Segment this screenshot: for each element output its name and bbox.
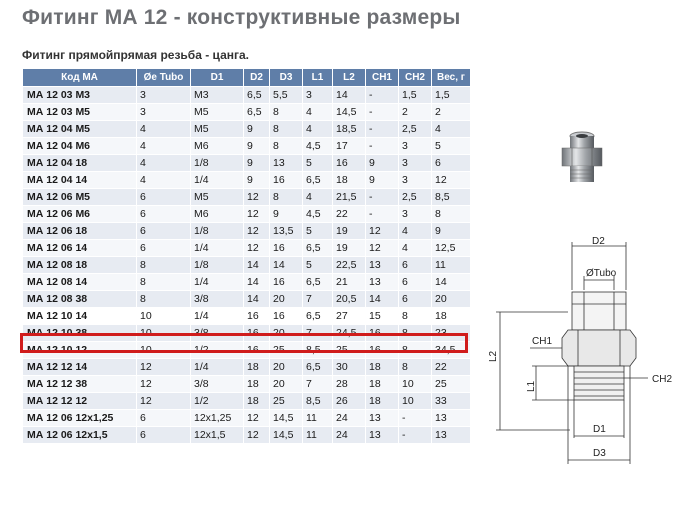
table-cell: 12,5 bbox=[432, 240, 471, 257]
page-title: Фитинг МА 12 - конструктивные размеры bbox=[22, 6, 461, 29]
table-row bbox=[23, 155, 471, 172]
table-cell: 16 bbox=[366, 342, 399, 359]
code-cell: МА 12 06 18 bbox=[23, 223, 137, 240]
dimensions-table bbox=[22, 68, 471, 444]
table-cell: 24,5 bbox=[333, 325, 366, 342]
table-cell: 22,5 bbox=[333, 257, 366, 274]
col-header: Код МА bbox=[23, 69, 137, 87]
table-cell: 5 bbox=[432, 138, 471, 155]
code-cell: МА 12 12 38 bbox=[23, 376, 137, 393]
table-cell: 11 bbox=[432, 257, 471, 274]
table-cell: 2 bbox=[399, 104, 432, 121]
table-cell: M5 bbox=[191, 104, 244, 121]
table-cell: 3 bbox=[303, 87, 333, 104]
table-cell: 12 bbox=[432, 172, 471, 189]
table-cell: 13 bbox=[366, 410, 399, 427]
table-cell: M6 bbox=[191, 206, 244, 223]
table-cell: 1/4 bbox=[191, 308, 244, 325]
highlight-frame bbox=[20, 333, 468, 353]
table-cell: 10 bbox=[137, 342, 191, 359]
table-cell: 8,5 bbox=[303, 342, 333, 359]
table-row bbox=[23, 359, 471, 376]
code-cell: МА 12 06 14 bbox=[23, 240, 137, 257]
table-cell: 18,5 bbox=[333, 121, 366, 138]
table-cell: 12 bbox=[137, 359, 191, 376]
table-cell: 4 bbox=[399, 240, 432, 257]
table-cell: 7 bbox=[303, 291, 333, 308]
table-cell: 9 bbox=[244, 172, 270, 189]
table-cell: 16 bbox=[270, 240, 303, 257]
table-cell: 6 bbox=[137, 189, 191, 206]
table-header-row bbox=[23, 69, 471, 87]
table-cell: 4 bbox=[137, 172, 191, 189]
table-cell: 12 bbox=[244, 206, 270, 223]
table-cell: 8 bbox=[270, 104, 303, 121]
table-cell: 9 bbox=[244, 155, 270, 172]
table-cell: 3/8 bbox=[191, 325, 244, 342]
code-cell: МА 12 08 38 bbox=[23, 291, 137, 308]
table-cell: 5 bbox=[303, 257, 333, 274]
table-cell: 6,5 bbox=[303, 308, 333, 325]
table-cell: 9 bbox=[366, 172, 399, 189]
table-cell: 1/2 bbox=[191, 393, 244, 410]
table-cell: 30 bbox=[333, 359, 366, 376]
code-cell: МА 12 10 14 bbox=[23, 308, 137, 325]
table-cell: 8,5 bbox=[432, 189, 471, 206]
table-cell: 17 bbox=[333, 138, 366, 155]
table-row bbox=[23, 393, 471, 410]
code-cell: МА 12 04 М6 bbox=[23, 138, 137, 155]
table-cell: 14,5 bbox=[270, 410, 303, 427]
table-row bbox=[23, 87, 471, 104]
table-cell: 8 bbox=[137, 257, 191, 274]
table-cell: 14 bbox=[244, 274, 270, 291]
table-row bbox=[23, 427, 471, 444]
table-cell: 25 bbox=[270, 342, 303, 359]
table-cell: 21,5 bbox=[333, 189, 366, 206]
table-cell: 1/8 bbox=[191, 223, 244, 240]
table-row bbox=[23, 291, 471, 308]
table-cell: 20 bbox=[432, 291, 471, 308]
table-cell: 1/4 bbox=[191, 359, 244, 376]
table-cell: 4 bbox=[303, 104, 333, 121]
table-cell: 18 bbox=[432, 308, 471, 325]
table-cell: 3 bbox=[399, 172, 432, 189]
table-cell: 3/8 bbox=[191, 376, 244, 393]
table-cell: 16 bbox=[333, 155, 366, 172]
table-cell: 25 bbox=[432, 376, 471, 393]
code-cell: МА 12 04 14 bbox=[23, 172, 137, 189]
table-cell: 4 bbox=[399, 223, 432, 240]
table-cell: 13,5 bbox=[270, 223, 303, 240]
fitting-photo bbox=[548, 128, 616, 190]
col-header: D1 bbox=[191, 69, 244, 87]
table-cell: 3/8 bbox=[191, 291, 244, 308]
code-cell: МА 12 12 14 bbox=[23, 359, 137, 376]
table-cell: 4 bbox=[432, 121, 471, 138]
table-caption: Фитинг прямойпрямая резьба - цанга. bbox=[22, 48, 249, 62]
table-cell: 4 bbox=[303, 121, 333, 138]
table-cell: 23 bbox=[432, 325, 471, 342]
table-cell: 6,5 bbox=[244, 87, 270, 104]
table-cell: 1,5 bbox=[399, 87, 432, 104]
table-cell: 7 bbox=[303, 376, 333, 393]
table-cell: 1/2 bbox=[191, 342, 244, 359]
table-cell: 6,5 bbox=[303, 359, 333, 376]
table-cell: 3 bbox=[137, 104, 191, 121]
table-row bbox=[23, 274, 471, 291]
table-cell: 14 bbox=[366, 291, 399, 308]
table-cell: 2,5 bbox=[399, 121, 432, 138]
table-cell: 26 bbox=[333, 393, 366, 410]
table-cell: 33 bbox=[432, 393, 471, 410]
table-cell: 12 bbox=[244, 223, 270, 240]
col-header: D3 bbox=[270, 69, 303, 87]
label-d1: D1 bbox=[593, 424, 606, 435]
table-cell: 8 bbox=[399, 325, 432, 342]
table-cell: 16 bbox=[244, 308, 270, 325]
table-cell: 1,5 bbox=[432, 87, 471, 104]
code-cell: МА 12 04 М5 bbox=[23, 121, 137, 138]
table-cell: 13 bbox=[270, 155, 303, 172]
table-cell: 4 bbox=[137, 138, 191, 155]
table-cell: 20,5 bbox=[333, 291, 366, 308]
table-cell: 2,5 bbox=[399, 189, 432, 206]
table-cell: - bbox=[366, 87, 399, 104]
table-cell: 14,5 bbox=[333, 104, 366, 121]
col-header: L1 bbox=[303, 69, 333, 87]
table-cell: 8 bbox=[432, 206, 471, 223]
table-cell: 18 bbox=[366, 359, 399, 376]
table-cell: 6,5 bbox=[303, 172, 333, 189]
table-cell: 15 bbox=[366, 308, 399, 325]
code-cell: МА 12 06 М6 bbox=[23, 206, 137, 223]
code-cell: МА 12 12 12 bbox=[23, 393, 137, 410]
table-cell: 10 bbox=[399, 376, 432, 393]
table-cell: 6 bbox=[137, 223, 191, 240]
table-cell: 6 bbox=[432, 155, 471, 172]
table-cell: 13 bbox=[366, 427, 399, 444]
table-cell: 4,5 bbox=[303, 138, 333, 155]
table-cell: 9 bbox=[244, 138, 270, 155]
code-cell: МА 12 10 12 bbox=[23, 342, 137, 359]
table-cell: 20 bbox=[270, 359, 303, 376]
table-cell: 22 bbox=[333, 206, 366, 223]
table-cell: 34,5 bbox=[432, 342, 471, 359]
table-cell: 19 bbox=[333, 223, 366, 240]
table-cell: 13 bbox=[432, 410, 471, 427]
table-row bbox=[23, 410, 471, 427]
label-l1: L1 bbox=[526, 380, 537, 392]
col-header: CH1 bbox=[366, 69, 399, 87]
table-cell: 4 bbox=[137, 121, 191, 138]
table-cell: 16 bbox=[270, 172, 303, 189]
table-cell: 3 bbox=[399, 155, 432, 172]
table-cell: 24 bbox=[333, 427, 366, 444]
code-cell: МА 12 06 12х1,5 bbox=[23, 427, 137, 444]
table-cell: 1/4 bbox=[191, 172, 244, 189]
code-cell: МА 12 03 М5 bbox=[23, 104, 137, 121]
table-cell: 8 bbox=[399, 359, 432, 376]
table-cell: M5 bbox=[191, 189, 244, 206]
table-cell: 12х1,5 bbox=[191, 427, 244, 444]
table-cell: - bbox=[366, 104, 399, 121]
col-header: D2 bbox=[244, 69, 270, 87]
table-row bbox=[23, 189, 471, 206]
table-cell: 18 bbox=[244, 393, 270, 410]
code-cell: МА 12 06 12х1,25 bbox=[23, 410, 137, 427]
table-cell: 14 bbox=[244, 257, 270, 274]
table-cell: 4,5 bbox=[303, 206, 333, 223]
table-cell: 8,5 bbox=[303, 393, 333, 410]
table-cell: 22 bbox=[432, 359, 471, 376]
col-header: CH2 bbox=[399, 69, 432, 87]
table-cell: - bbox=[399, 427, 432, 444]
label-ch2: CH2 bbox=[652, 374, 673, 385]
table-cell: 6 bbox=[399, 274, 432, 291]
table-cell: 8 bbox=[137, 274, 191, 291]
table-cell: 16 bbox=[270, 308, 303, 325]
code-cell: МА 12 06 М5 bbox=[23, 189, 137, 206]
table-cell: 9 bbox=[270, 206, 303, 223]
table-cell: 4 bbox=[137, 155, 191, 172]
table-cell: 9 bbox=[432, 223, 471, 240]
table-cell: M3 bbox=[191, 87, 244, 104]
table-cell: 14 bbox=[333, 87, 366, 104]
table-cell: 9 bbox=[366, 155, 399, 172]
table-cell: 25 bbox=[333, 342, 366, 359]
table-cell: 9 bbox=[244, 121, 270, 138]
label-ch1: CH1 bbox=[532, 336, 553, 347]
table-cell: 14 bbox=[244, 291, 270, 308]
table-cell: 18 bbox=[244, 376, 270, 393]
table-cell: - bbox=[366, 189, 399, 206]
table-row bbox=[23, 257, 471, 274]
table-cell: 4 bbox=[303, 189, 333, 206]
table-cell: 12 bbox=[366, 240, 399, 257]
table-cell: 3 bbox=[399, 206, 432, 223]
col-header: L2 bbox=[333, 69, 366, 87]
table-cell: 14,5 bbox=[270, 427, 303, 444]
table-row bbox=[23, 206, 471, 223]
table-cell: 6 bbox=[399, 291, 432, 308]
table-cell: 3 bbox=[137, 87, 191, 104]
code-cell: МА 12 10 38 bbox=[23, 325, 137, 342]
table-cell: 28 bbox=[333, 376, 366, 393]
table-row bbox=[23, 172, 471, 189]
table-cell: 18 bbox=[366, 376, 399, 393]
table-cell: 12 bbox=[244, 410, 270, 427]
table-cell: 12 bbox=[244, 427, 270, 444]
table-cell: 13 bbox=[366, 274, 399, 291]
table-cell: 6 bbox=[137, 427, 191, 444]
table-cell: 11 bbox=[303, 427, 333, 444]
table-cell: 8 bbox=[399, 342, 432, 359]
table-cell: - bbox=[366, 206, 399, 223]
table-cell: 10 bbox=[137, 308, 191, 325]
table-cell: 18 bbox=[333, 172, 366, 189]
table-cell: 16 bbox=[244, 325, 270, 342]
table-cell: 20 bbox=[270, 376, 303, 393]
label-l2: L2 bbox=[488, 350, 499, 362]
table-cell: 12 bbox=[366, 223, 399, 240]
table-cell: 10 bbox=[137, 325, 191, 342]
table-cell: 6,5 bbox=[244, 104, 270, 121]
table-cell: 25 bbox=[270, 393, 303, 410]
table-cell: 16 bbox=[244, 342, 270, 359]
table-cell: 6 bbox=[137, 240, 191, 257]
col-header: Вес, г bbox=[432, 69, 471, 87]
table-row bbox=[23, 121, 471, 138]
table-cell: 21 bbox=[333, 274, 366, 291]
table-cell: 18 bbox=[366, 393, 399, 410]
table-cell: 2 bbox=[432, 104, 471, 121]
table-cell: 8 bbox=[137, 291, 191, 308]
table-cell: 3 bbox=[399, 138, 432, 155]
table-cell: 5 bbox=[303, 223, 333, 240]
table-cell: 18 bbox=[244, 359, 270, 376]
table-cell: - bbox=[399, 410, 432, 427]
table-cell: 6,5 bbox=[303, 274, 333, 291]
table-cell: 12 bbox=[137, 376, 191, 393]
table-cell: 8 bbox=[399, 308, 432, 325]
table-cell: 5 bbox=[303, 155, 333, 172]
technical-drawing bbox=[490, 232, 680, 470]
label-d3: D3 bbox=[593, 448, 606, 459]
table-cell: 5,5 bbox=[270, 87, 303, 104]
table-cell: 19 bbox=[333, 240, 366, 257]
table-cell: 10 bbox=[399, 393, 432, 410]
table-cell: 8 bbox=[270, 138, 303, 155]
table-row bbox=[23, 138, 471, 155]
table-cell: 1/4 bbox=[191, 240, 244, 257]
label-d2: D2 bbox=[592, 236, 605, 247]
table-cell: 24 bbox=[333, 410, 366, 427]
table-cell: 1/4 bbox=[191, 274, 244, 291]
table-row bbox=[23, 376, 471, 393]
code-cell: МА 12 08 14 bbox=[23, 274, 137, 291]
table-row bbox=[23, 223, 471, 240]
table-cell: 6 bbox=[399, 257, 432, 274]
table-row bbox=[23, 308, 471, 325]
code-cell: МА 12 04 18 bbox=[23, 155, 137, 172]
table-cell: M5 bbox=[191, 121, 244, 138]
table-cell: 16 bbox=[366, 325, 399, 342]
table-cell: 8 bbox=[270, 189, 303, 206]
table-cell: - bbox=[366, 138, 399, 155]
table-row bbox=[23, 240, 471, 257]
table-cell: 13 bbox=[366, 257, 399, 274]
table-row bbox=[23, 104, 471, 121]
code-cell: МА 12 03 М3 bbox=[23, 87, 137, 104]
code-cell: МА 12 08 18 bbox=[23, 257, 137, 274]
table-cell: 14 bbox=[432, 274, 471, 291]
table-cell: M6 bbox=[191, 138, 244, 155]
table-cell: - bbox=[366, 121, 399, 138]
table-cell: 14 bbox=[270, 257, 303, 274]
table-cell: 6,5 bbox=[303, 240, 333, 257]
table-cell: 8 bbox=[270, 121, 303, 138]
table-cell: 11 bbox=[303, 410, 333, 427]
table-cell: 6 bbox=[137, 206, 191, 223]
table-cell: 12 bbox=[244, 189, 270, 206]
table-cell: 1/8 bbox=[191, 257, 244, 274]
table-cell: 12 bbox=[244, 240, 270, 257]
table-cell: 1/8 bbox=[191, 155, 244, 172]
table-cell: 7 bbox=[303, 325, 333, 342]
table-cell: 16 bbox=[270, 274, 303, 291]
col-header: Øe Tubo bbox=[137, 69, 191, 87]
table-cell: 13 bbox=[432, 427, 471, 444]
table-cell: 27 bbox=[333, 308, 366, 325]
table-cell: 20 bbox=[270, 325, 303, 342]
table-cell: 20 bbox=[270, 291, 303, 308]
label-tubo: ØTubo bbox=[586, 268, 617, 279]
table-cell: 6 bbox=[137, 410, 191, 427]
table-cell: 12 bbox=[137, 393, 191, 410]
table-cell: 12х1,25 bbox=[191, 410, 244, 427]
